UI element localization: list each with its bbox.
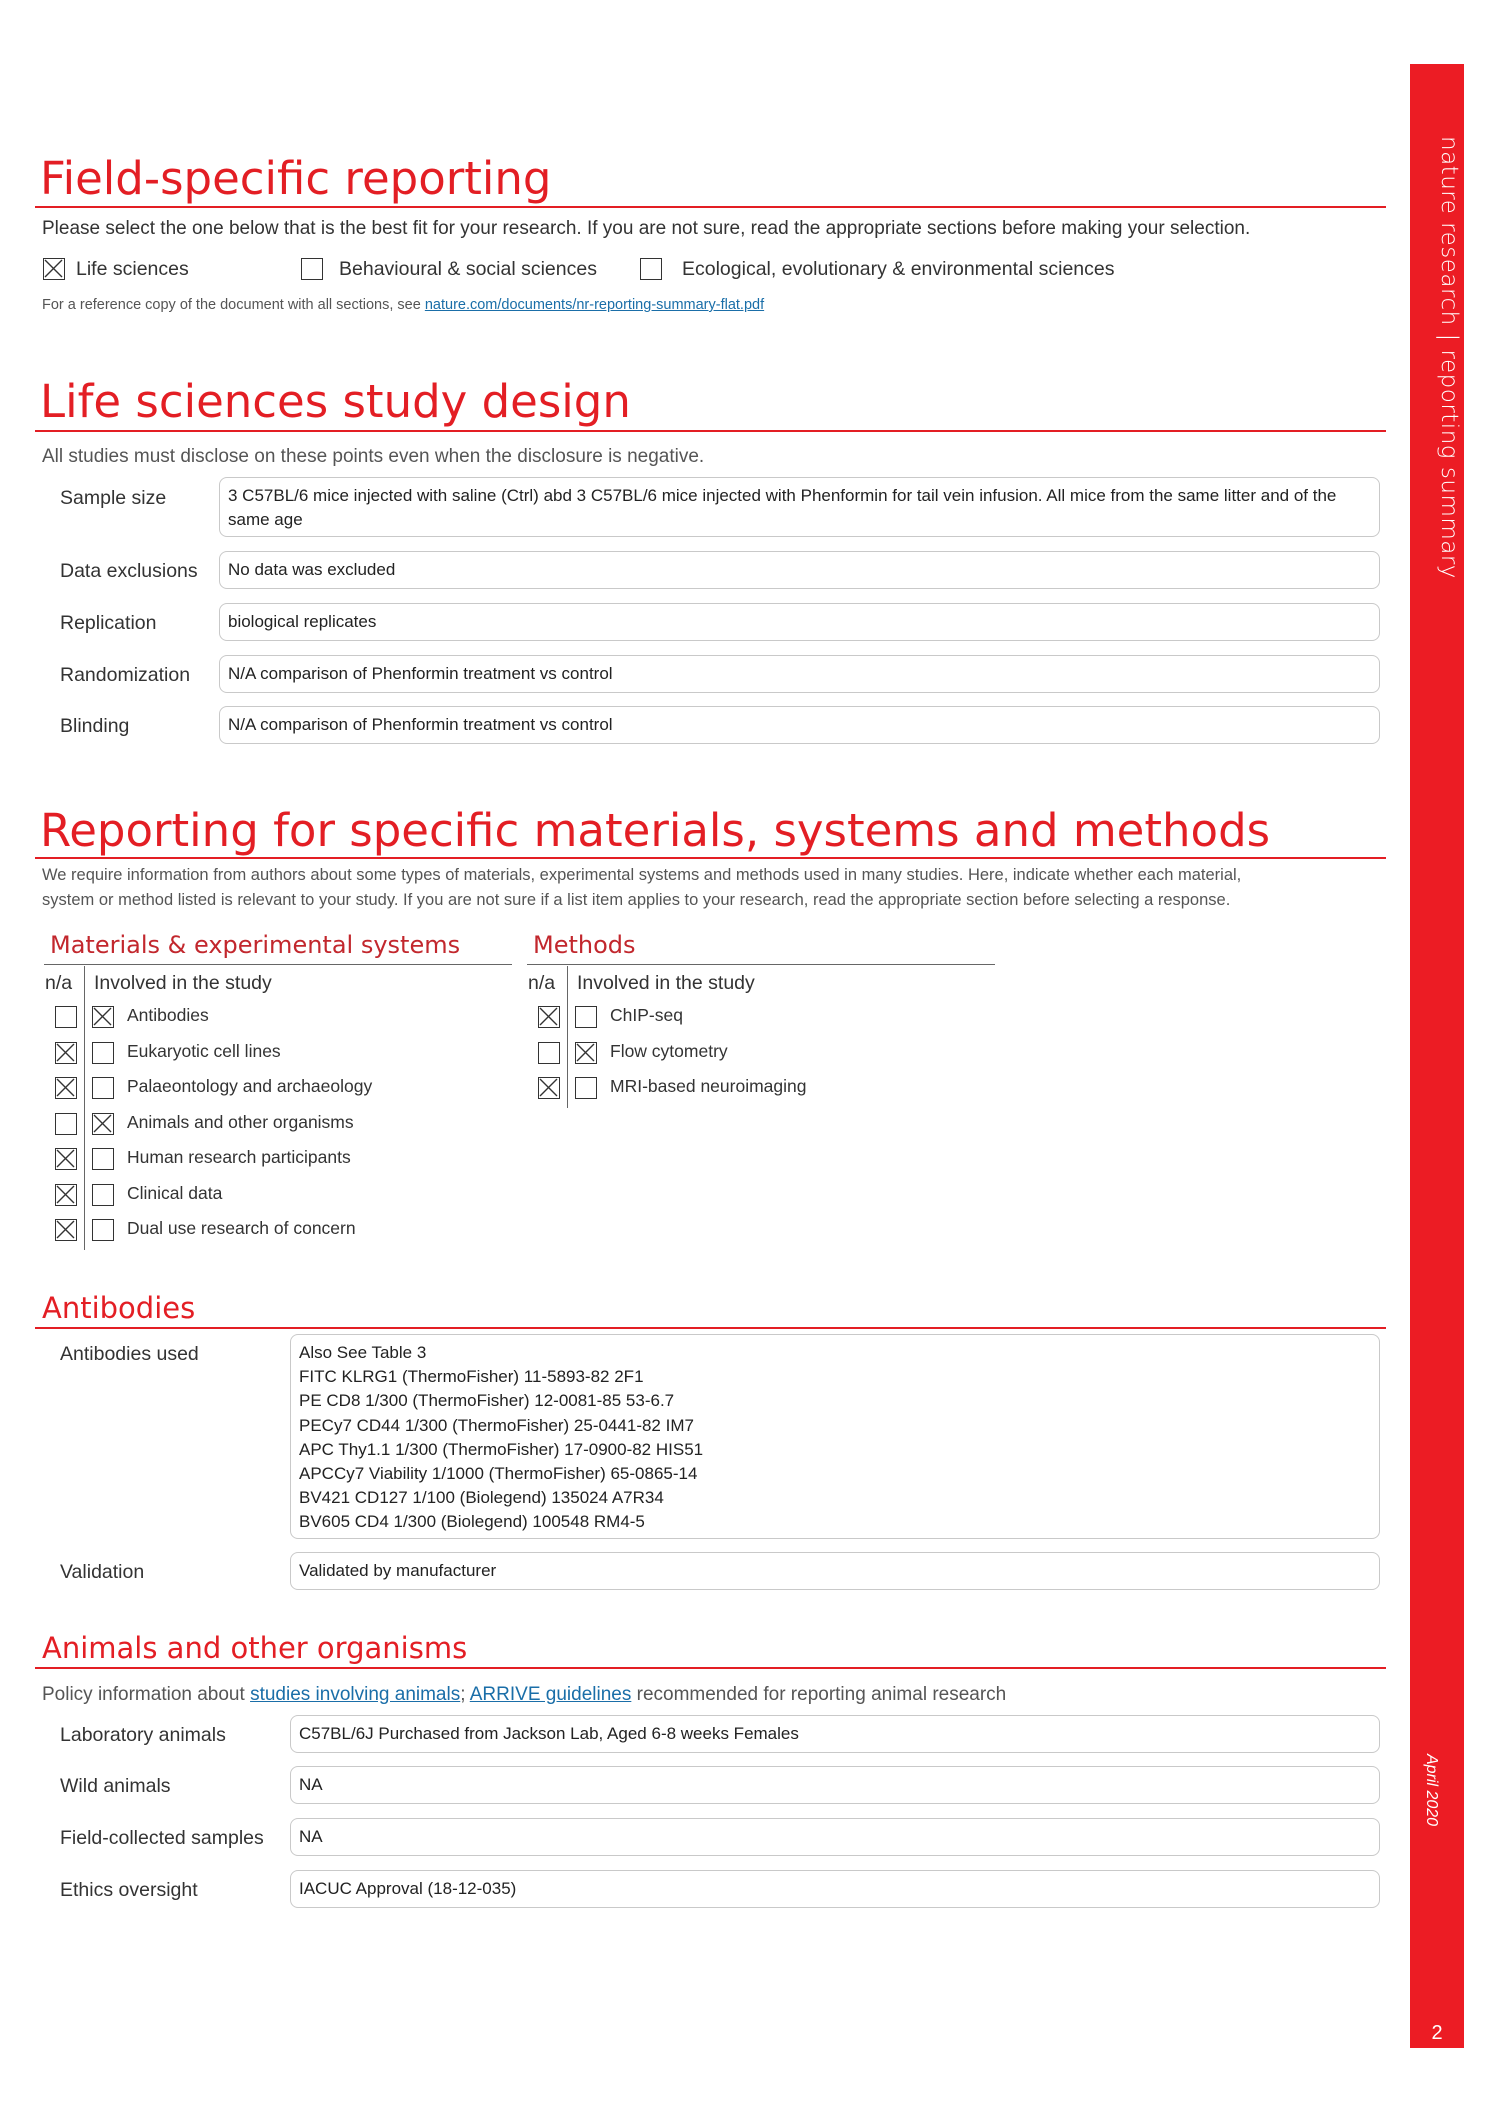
dual-use-research-of-concern-na-checkbox[interactable] [55,1219,77,1241]
mes-divider [84,966,85,1250]
data-exclusions-value: No data was excluded [228,560,396,579]
methods-col-na: n/a [528,972,556,994]
antibodies-label: Antibodies [127,1005,209,1025]
laboratory-animals-value: C57BL/6J Purchased from Jackson Lab, Aged 6-8 weeks Females [299,1724,799,1743]
animals-policy [42,1684,1006,1706]
randomization-field[interactable] [219,655,1380,693]
replication-value: biological replicates [228,612,377,631]
palaeontology-and-archaeology-involved-checkbox[interactable] [92,1077,114,1099]
clinical-data-na-checkbox[interactable] [55,1184,77,1206]
validation-value: Validated by manufacturer [299,1561,497,1580]
methods-divider [567,966,568,1108]
animals-title: Animals and other organisms [42,1631,468,1665]
behavioural-social-label: Behavioural & social sciences [339,258,597,280]
mes-col-na: n/a [45,972,73,994]
human-research-participants-label: Human research participants [127,1147,351,1167]
blinding-field[interactable] [219,706,1380,744]
animals-and-other-organisms-label: Animals and other organisms [127,1111,354,1132]
field-collected-label: Field-collected samples [60,1827,264,1849]
chip-seq-involved-checkbox[interactable] [575,1006,597,1028]
sidebar-band [1410,64,1464,2048]
randomization-value: N/A comparison of Phenformin treatment vs control [228,664,613,683]
sample-size-value: 3 C57BL/6 mice injected with saline (Ctrl) abd 3 C57BL/6 mice injected with Phenformin for tail vein infusion. All mice from the same litter and of the same age [228,486,1342,529]
laboratory-animals-label: Laboratory animals [60,1724,226,1746]
section-rule [35,1327,1386,1329]
mri-based-neuroimaging-label: MRI-based neuroimaging [610,1076,807,1096]
field-specific-title: Field-specific reporting [40,152,552,205]
section-rule [35,430,1386,432]
policy-prefix: Policy information about [42,1684,251,1705]
page-number: 2 [1431,2022,1443,2044]
antibodies-used-field[interactable] [290,1334,1380,1539]
eukaryotic-cell-lines-na-checkbox[interactable] [55,1042,77,1064]
field-specific-instruction: Please select the one below that is the best fit for your research. If you are not sure, read the appropriate sections before making your selection. [42,218,1251,239]
reference-note [42,297,764,313]
brand-title: nature research | reporting summary [1436,136,1462,579]
flow-cytometry-involved-checkbox[interactable] [575,1042,597,1064]
mes-col-involved: Involved in the study [94,972,272,994]
antibodies-title: Antibodies [42,1291,196,1325]
mri-based-neuroimaging-involved-checkbox[interactable] [575,1077,597,1099]
mes-title: Materials & experimental systems [50,931,461,959]
section-rule [35,1667,1386,1669]
replication-label: Replication [60,612,157,634]
antibody-line: BV421 CD127 1/100 (Biolegend) 135024 A7R34 [299,1488,664,1508]
antibodies-na-checkbox[interactable] [55,1006,77,1028]
wild-animals-field[interactable] [290,1766,1380,1804]
antibody-line: Also See Table 3 [299,1343,427,1362]
materials-intro-line2: system or method listed is relevant to your study. If you are not sure if a list item applies to your research, read the appropriate section before selecting a response. [42,891,1231,909]
materials-title: Reporting for specific materials, systems and methods [40,804,1271,857]
data-exclusions-label: Data exclusions [60,560,198,582]
wild-animals-label: Wild animals [60,1775,171,1797]
flow-cytometry-na-checkbox[interactable] [538,1042,560,1064]
antibody-line: PE CD8 1/300 (ThermoFisher) 12-0081-85 53-6.7 [299,1391,675,1411]
animals-and-other-organisms-involved-checkbox[interactable] [92,1113,114,1135]
randomization-label: Randomization [60,664,191,686]
blinding-value: N/A comparison of Phenformin treatment vs control [228,715,613,734]
wild-animals-value: NA [299,1775,323,1794]
section-rule [35,206,1386,208]
antibodies-used-label: Antibodies used [60,1343,199,1365]
materials-intro-line1: We require information from authors about some types of materials, experimental systems and methods used in many studies. Here, indicate whether each material, [42,866,1242,884]
human-research-participants-involved-checkbox[interactable] [92,1148,114,1170]
chip-seq-na-checkbox[interactable] [538,1006,560,1028]
eukaryotic-cell-lines-label: Eukaryotic cell lines [127,1040,281,1061]
methods-title: Methods [533,931,636,959]
animals-and-other-organisms-na-checkbox[interactable] [55,1113,77,1135]
section-rule [35,857,1386,859]
antibodies-involved-checkbox[interactable] [92,1006,114,1028]
mri-based-neuroimaging-na-checkbox[interactable] [538,1077,560,1099]
laboratory-animals-field[interactable] [290,1715,1380,1753]
life-sciences-checkbox[interactable] [43,258,65,280]
data-exclusions-field[interactable] [219,551,1380,589]
ethics-oversight-value: IACUC Approval (18-12-035) [299,1879,517,1898]
chip-seq-label: ChIP-seq [610,1005,683,1025]
replication-field[interactable] [219,603,1380,641]
ethics-oversight-label: Ethics oversight [60,1879,198,1901]
dual-use-research-of-concern-involved-checkbox[interactable] [92,1219,114,1241]
mes-rule [44,964,512,965]
edition-date: April 2020 [1423,1754,1440,1827]
arrive-guidelines-link[interactable]: ARRIVE guidelines [469,1684,632,1705]
human-research-participants-na-checkbox[interactable] [55,1148,77,1170]
ecological-checkbox[interactable] [640,258,662,280]
policy-separator: ; [460,1684,470,1705]
field-collected-value: NA [299,1827,323,1846]
clinical-data-involved-checkbox[interactable] [92,1184,114,1206]
clinical-data-label: Clinical data [127,1182,223,1203]
studies-involving-animals-link[interactable]: studies involving animals [250,1684,461,1705]
dual-use-research-of-concern-label: Dual use research of concern [127,1218,356,1238]
behavioural-social-checkbox[interactable] [301,258,323,280]
validation-field[interactable] [290,1552,1380,1590]
reference-link[interactable]: nature.com/documents/nr-reporting-summary-flat.pdf [424,297,765,313]
sample-size-label: Sample size [60,487,167,509]
palaeontology-and-archaeology-label: Palaeontology and archaeology [127,1076,373,1096]
life-sciences-intro: All studies must disclose on these points even when the disclosure is negative. [42,446,705,467]
field-collected-field[interactable] [290,1818,1380,1856]
antibody-line: APC Thy1.1 1/300 (ThermoFisher) 17-0900-82 HIS51 [299,1439,704,1459]
sample-size-field[interactable] [219,477,1380,537]
ecological-label: Ecological, evolutionary & environmental sciences [682,258,1115,280]
life-sciences-label: Life sciences [76,258,189,280]
flow-cytometry-label: Flow cytometry [610,1040,728,1061]
antibody-line: APCCy7 Viability 1/1000 (ThermoFisher) 65-0865-14 [299,1464,698,1484]
eukaryotic-cell-lines-involved-checkbox[interactable] [92,1042,114,1064]
reference-prefix: For a reference copy of the document with all sections, see [42,297,425,313]
policy-suffix: recommended for reporting animal research [631,1684,1007,1705]
antibody-line: PECy7 CD44 1/300 (ThermoFisher) 25-0441-82 IM7 [299,1415,694,1435]
antibody-line: BV605 CD4 1/300 (Biolegend) 100548 RM4-5 [299,1512,645,1532]
methods-col-involved: Involved in the study [577,972,755,994]
blinding-label: Blinding [60,715,130,737]
antibody-line: FITC KLRG1 (ThermoFisher) 11-5893-82 2F1 [299,1367,644,1387]
ethics-oversight-field[interactable] [290,1870,1380,1908]
palaeontology-and-archaeology-na-checkbox[interactable] [55,1077,77,1099]
validation-label: Validation [60,1561,145,1583]
life-sciences-title: Life sciences study design [40,375,631,428]
methods-rule [527,964,995,965]
